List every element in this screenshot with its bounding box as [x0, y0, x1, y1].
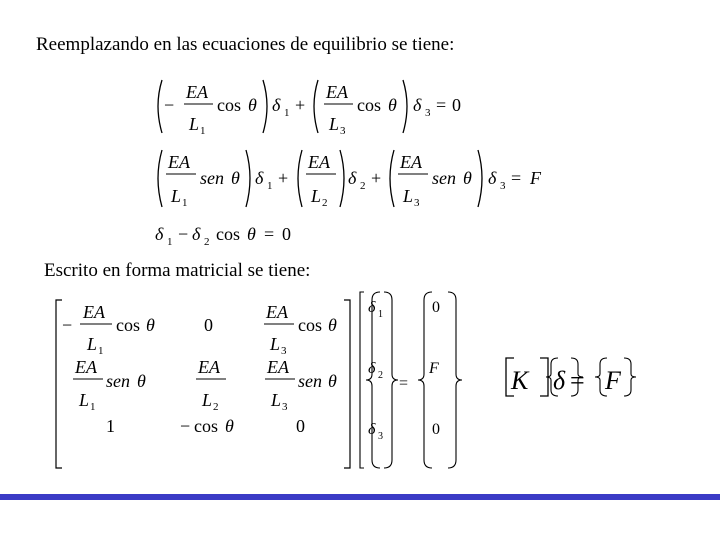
svg-text:3: 3 [425, 107, 431, 119]
svg-text:δ: δ [368, 360, 376, 377]
bottom-accent-bar [0, 494, 720, 500]
svg-text:cos: cos [216, 224, 240, 244]
svg-text:δ: δ [368, 421, 376, 438]
svg-text:+: + [295, 95, 306, 115]
svg-text:0: 0 [432, 299, 440, 316]
svg-text:3: 3 [378, 431, 383, 442]
equation-1 [158, 80, 461, 137]
svg-text:cos: cos [116, 315, 140, 335]
delta-1: δ [272, 95, 281, 115]
compact-notation [506, 358, 636, 396]
equation-3 [155, 224, 291, 248]
ea-numerator: EA [186, 82, 208, 102]
force-f: F [530, 168, 541, 188]
matrix-equals: = [399, 375, 409, 392]
svg-text:θ: θ [225, 416, 234, 436]
sen-function: sen [200, 168, 224, 188]
svg-text:δ: δ [368, 299, 376, 316]
svg-text:=: = [570, 366, 585, 395]
svg-text:δ: δ [553, 366, 566, 395]
svg-text:2: 2 [213, 401, 219, 413]
svg-text:F: F [605, 366, 621, 395]
delta-2: δ [348, 168, 357, 188]
svg-text:θ: θ [247, 224, 256, 244]
svg-text:1: 1 [106, 416, 115, 436]
svg-text:cos: cos [357, 95, 381, 115]
l1-denominator: L [189, 114, 200, 134]
svg-text:θ: θ [463, 168, 472, 188]
svg-text:L: L [202, 390, 213, 410]
force-vector [418, 292, 462, 468]
delta-3: δ [413, 95, 422, 115]
svg-text:1: 1 [267, 180, 273, 192]
svg-text:−: − [180, 416, 191, 436]
svg-text:+: + [371, 168, 382, 188]
svg-text:θ: θ [231, 168, 240, 188]
svg-text:L: L [311, 186, 322, 206]
svg-text:δ: δ [488, 168, 497, 188]
svg-text:θ: θ [328, 315, 337, 335]
svg-text:cos: cos [298, 315, 322, 335]
svg-text:−: − [178, 224, 189, 244]
svg-text:EA: EA [168, 152, 190, 172]
svg-text:θ: θ [388, 95, 397, 115]
svg-text:L: L [171, 186, 182, 206]
minus-sign: − [164, 95, 175, 115]
svg-text:F: F [429, 360, 439, 377]
svg-text:=: = [436, 95, 447, 115]
svg-text:sen: sen [432, 168, 456, 188]
svg-text:0: 0 [452, 95, 461, 115]
svg-text:sen: sen [106, 371, 130, 391]
svg-text:EA: EA [266, 302, 288, 322]
theta-symbol: θ [248, 95, 257, 115]
svg-text:EA: EA [83, 302, 105, 322]
svg-text:3: 3 [281, 345, 287, 357]
svg-text:−: − [62, 315, 73, 335]
svg-text:δ: δ [192, 224, 201, 244]
svg-text:0: 0 [204, 315, 213, 335]
displacement-vector [360, 292, 398, 468]
svg-text:=: = [264, 224, 275, 244]
svg-text:1: 1 [167, 236, 173, 248]
svg-text:EA: EA [267, 357, 289, 377]
svg-text:δ: δ [255, 168, 264, 188]
svg-text:θ: θ [146, 315, 155, 335]
svg-text:sen: sen [298, 371, 322, 391]
svg-text:0: 0 [432, 421, 440, 438]
svg-text:L: L [403, 186, 414, 206]
svg-text:EA: EA [198, 357, 220, 377]
svg-text:0: 0 [296, 416, 305, 436]
svg-text:L: L [270, 334, 281, 354]
svg-text:0: 0 [282, 224, 291, 244]
svg-text:1: 1 [98, 345, 104, 357]
equation-2 [158, 150, 542, 209]
svg-text:3: 3 [282, 401, 288, 413]
svg-text:1: 1 [90, 401, 96, 413]
svg-text:1: 1 [182, 197, 188, 209]
svg-text:1: 1 [284, 107, 290, 119]
svg-text:L: L [271, 390, 282, 410]
cos-function: cos [217, 95, 241, 115]
equilibrium-heading: Reemplazando en las ecuaciones de equilibrio se tiene: [36, 34, 455, 55]
svg-text:2: 2 [204, 236, 210, 248]
svg-text:L: L [79, 390, 90, 410]
svg-text:3: 3 [340, 125, 346, 137]
stiffness-matrix [56, 300, 350, 468]
svg-text:EA: EA [308, 152, 330, 172]
svg-text:2: 2 [322, 197, 328, 209]
svg-text:θ: θ [328, 371, 337, 391]
svg-text:θ: θ [137, 371, 146, 391]
svg-text:L: L [87, 334, 98, 354]
svg-text:cos: cos [194, 416, 218, 436]
svg-text:2: 2 [360, 180, 366, 192]
svg-text:+: + [278, 168, 289, 188]
svg-text:=: = [511, 168, 522, 188]
svg-text:2: 2 [378, 370, 383, 381]
svg-text:δ: δ [155, 224, 164, 244]
svg-text:EA: EA [75, 357, 97, 377]
k-matrix-symbol: K [511, 366, 529, 395]
svg-text:1: 1 [200, 125, 206, 137]
svg-text:EA: EA [326, 82, 348, 102]
svg-text:3: 3 [500, 180, 506, 192]
matrix-heading: Escrito en forma matricial se tiene: [44, 260, 311, 281]
svg-text:L: L [329, 114, 340, 134]
svg-text:1: 1 [378, 309, 383, 320]
svg-text:3: 3 [414, 197, 420, 209]
svg-text:EA: EA [400, 152, 422, 172]
